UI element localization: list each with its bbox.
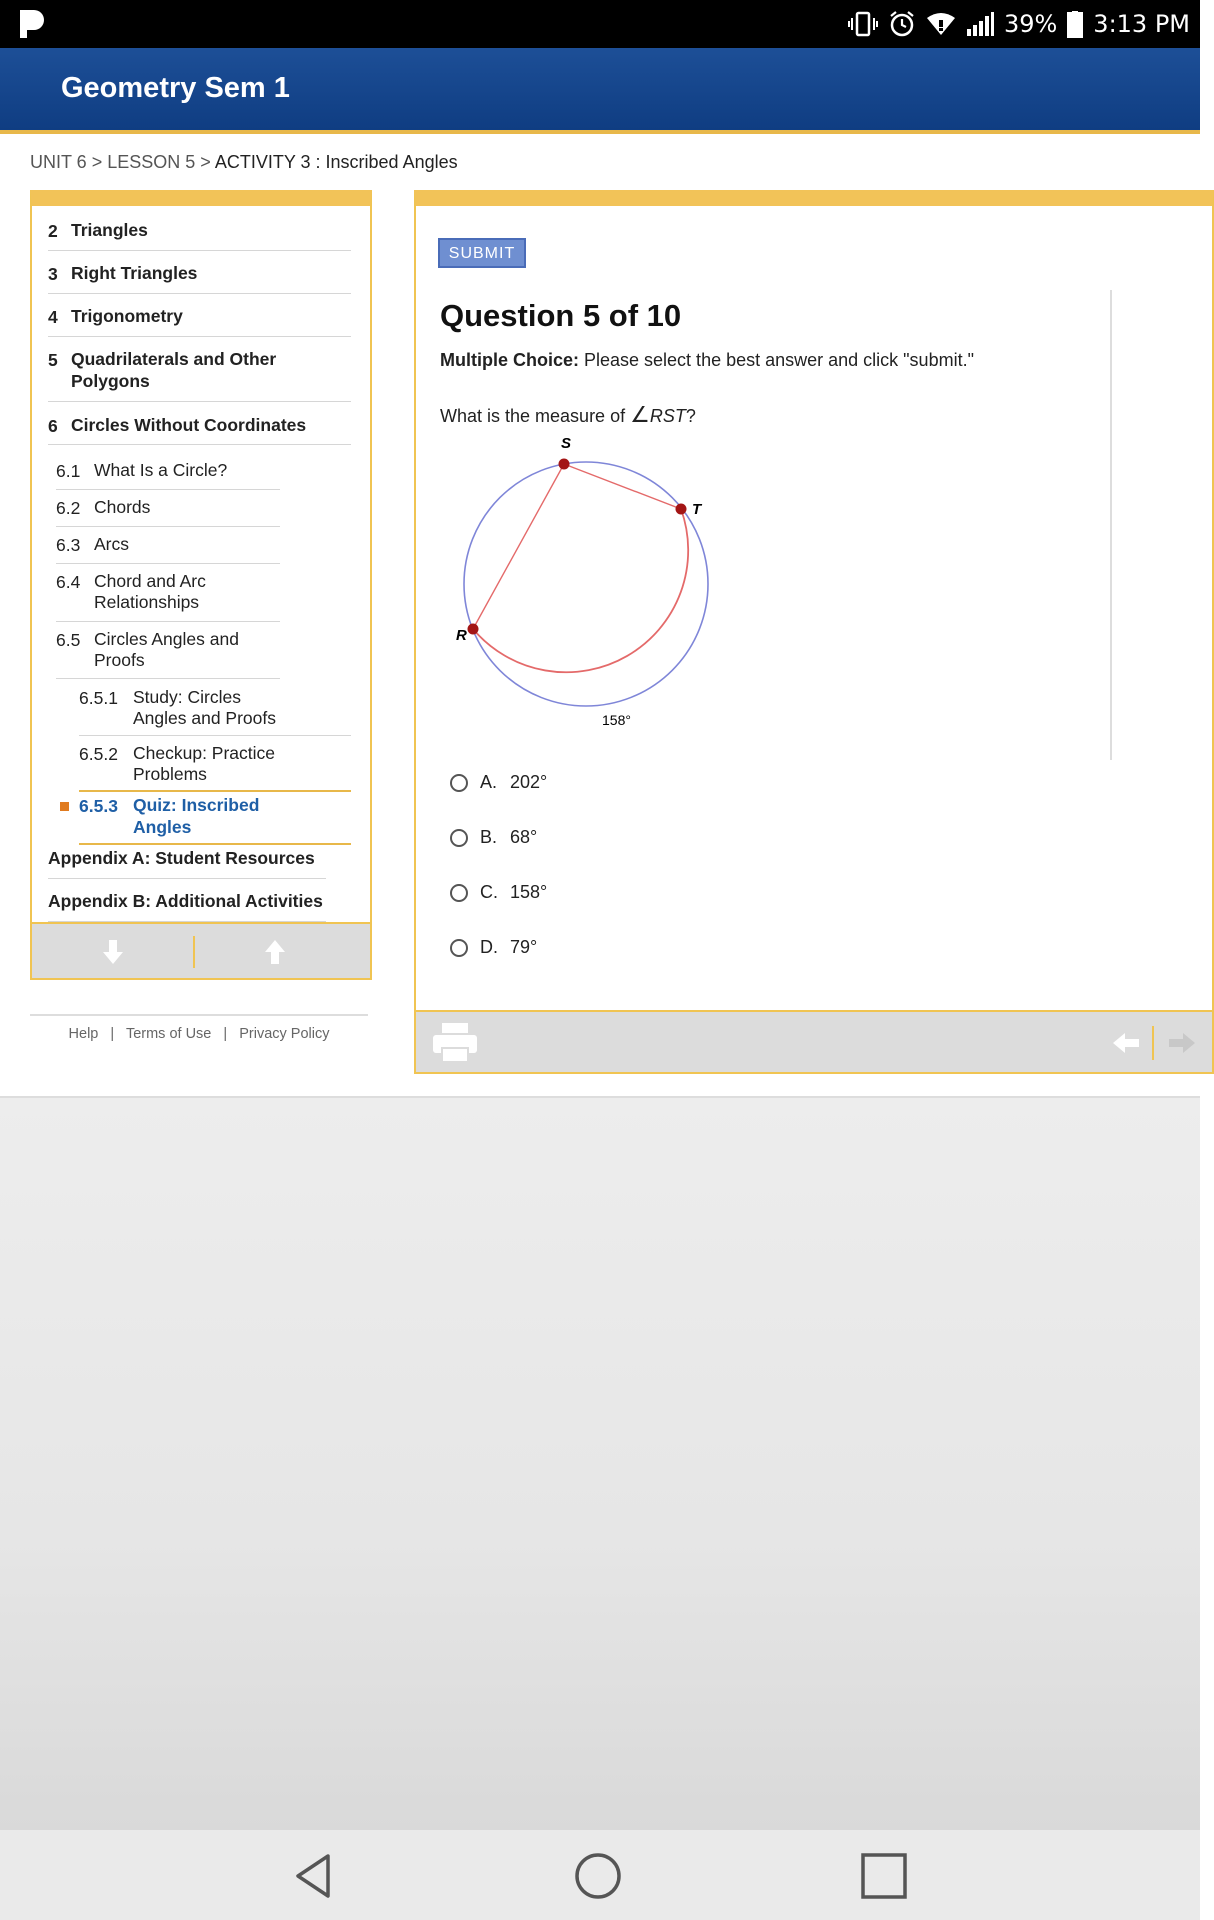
divider — [1152, 1026, 1154, 1060]
toc-item-label: Polygons — [71, 371, 150, 391]
instruction-type: Multiple Choice: — [440, 350, 579, 370]
answer-option-d[interactable] — [450, 937, 537, 958]
inscribed-angle-diagram — [436, 435, 736, 746]
terms-of-use-link[interactable]: Terms of Use — [125, 1026, 212, 1042]
toc-item-label: Study: Circles — [133, 687, 241, 707]
option-letter: B. — [480, 827, 498, 847]
prompt-end: ? — [685, 406, 696, 426]
radio-button[interactable] — [450, 939, 468, 957]
printer-icon[interactable] — [432, 1022, 478, 1064]
breadcrumb-unit[interactable]: UNIT 6 — [30, 152, 87, 172]
divider — [193, 936, 195, 968]
breadcrumb-lesson[interactable]: LESSON 5 — [107, 152, 196, 172]
table-of-contents: 2 Triangles 3 Right Triangles 4 Trigonometry 5 Quadrilaterals and Other Polygons 6 Circles Without Coordinates 6.1 What Is a Circle? 6.2 Chords 6.3 Arcs 6.4 Chord and Arc Relationships 6.5 Circles Angles and Proofs 6.5.1 Study: Circles Angles and Proofs 6.5.2 Checkup: Practice Problems 6.5.3 Quiz: Inscribed Angles Appendix A: Student Resources Appendix B: Additional Activities — [30, 190, 372, 980]
label-r: R — [456, 627, 467, 644]
toc-item-label: Circles Without Coordinates — [71, 415, 307, 435]
chord-st — [564, 464, 681, 509]
question-prompt — [440, 402, 696, 428]
divider — [48, 444, 351, 445]
toc-item-label: Right Triangles — [71, 263, 198, 283]
privacy-policy-link[interactable]: Privacy Policy — [239, 1026, 330, 1042]
toc-item-label: Appendix B: Additional Activities — [48, 891, 323, 911]
answer-option-c[interactable] — [450, 882, 547, 903]
battery-icon — [1067, 10, 1083, 38]
toc-item-label: Quiz: Inscribed — [133, 795, 260, 815]
answer-option-b[interactable] — [450, 827, 537, 848]
help-link[interactable]: Help — [68, 1026, 99, 1042]
radio-button[interactable] — [450, 829, 468, 847]
toc-item-label: Problems — [133, 764, 207, 784]
toc-item-label: Quadrilaterals and Other — [71, 349, 277, 369]
divider — [1110, 290, 1112, 760]
link-separator: | — [223, 1026, 228, 1042]
intercepted-arc — [473, 509, 688, 672]
divider — [48, 336, 351, 337]
arc-measure-label: 158° — [602, 712, 631, 728]
toc-item-label: Proofs — [94, 650, 145, 670]
signal-icon — [966, 11, 994, 37]
angle-symbol: ∠ — [630, 402, 650, 427]
home-icon[interactable] — [574, 1852, 622, 1900]
clock-time: 3:13 PM — [1093, 10, 1190, 38]
label-t: T — [692, 501, 702, 518]
next-arrow-icon[interactable] — [1168, 1032, 1196, 1054]
toc-item-label: Angles and Proofs — [133, 708, 277, 728]
answer-option-a[interactable] — [450, 772, 547, 793]
submit-button[interactable]: SUBMIT — [438, 238, 526, 268]
point-s — [559, 459, 570, 470]
divider — [48, 878, 326, 879]
question-title: Question 5 of 10 — [440, 298, 682, 333]
divider — [56, 489, 280, 490]
divider — [79, 843, 351, 845]
toc-item-label: Angles — [133, 817, 192, 837]
toc-item-label: Arcs — [94, 534, 129, 554]
previous-arrow-icon[interactable] — [1112, 1032, 1140, 1054]
option-letter: A. — [480, 772, 498, 792]
status-bar — [0, 0, 1200, 48]
breadcrumb-separator: > — [200, 152, 211, 172]
divider — [56, 678, 280, 679]
option-letter: D. — [480, 937, 498, 957]
divider — [79, 790, 351, 792]
divider — [79, 735, 351, 736]
prompt-text: What is the measure of — [440, 406, 631, 426]
link-separator: | — [110, 1026, 115, 1042]
toc-item-label: Circles Angles and — [94, 629, 239, 649]
option-value: 68° — [510, 827, 538, 847]
vibrate-icon — [848, 10, 878, 38]
toc-item-label: What Is a Circle? — [94, 460, 228, 480]
arrow-down-icon[interactable] — [102, 938, 124, 966]
radio-button[interactable] — [450, 884, 468, 902]
divider — [56, 526, 280, 527]
label-s: S — [561, 435, 572, 452]
alarm-icon — [888, 10, 916, 38]
toc-item-label: Appendix A: Student Resources — [48, 848, 315, 868]
divider — [48, 250, 351, 251]
option-value: 202° — [510, 772, 548, 792]
question-toolbar — [416, 1010, 1212, 1072]
breadcrumb — [30, 152, 458, 173]
pearson-logo-icon — [18, 8, 48, 40]
chord-sr — [473, 464, 564, 629]
toc-item-label: Chords — [94, 497, 151, 517]
divider — [48, 293, 351, 294]
active-marker-icon — [60, 802, 69, 811]
toc-item-label: Triangles — [71, 220, 148, 240]
divider — [56, 563, 280, 564]
question-panel — [414, 190, 1214, 1074]
breadcrumb-current: ACTIVITY 3 : Inscribed Angles — [214, 152, 458, 172]
toc-item-label: Checkup: Practice — [133, 743, 276, 763]
option-letter: C. — [480, 882, 498, 902]
page-background — [0, 1096, 1200, 1830]
arrow-up-icon[interactable] — [264, 938, 286, 966]
system-navigation-bar — [0, 1830, 1200, 1920]
toc-item-label: Chord and Arc — [94, 571, 206, 591]
question-instructions — [440, 350, 974, 371]
toc-item-label: Relationships — [94, 592, 200, 612]
app-header — [0, 48, 1200, 134]
recents-icon[interactable] — [860, 1852, 908, 1900]
option-value: 79° — [510, 937, 538, 957]
footer-links — [30, 1014, 368, 1042]
back-icon[interactable] — [290, 1852, 338, 1900]
divider — [56, 621, 280, 622]
angle-name: RST — [649, 406, 686, 426]
radio-button[interactable] — [450, 774, 468, 792]
toc-navigation-bar — [32, 922, 370, 978]
breadcrumb-separator: > — [91, 152, 103, 172]
point-r — [468, 624, 479, 635]
option-value: 158° — [510, 882, 548, 902]
toc-item-label: Trigonometry — [71, 306, 183, 326]
divider — [48, 401, 351, 402]
point-t — [676, 504, 687, 515]
wifi-icon — [926, 11, 956, 37]
battery-percent: 39% — [1003, 10, 1058, 38]
course-title: Geometry Sem 1 — [61, 72, 290, 104]
circle — [464, 462, 708, 706]
instruction-text: Please select the best answer and click "submit." — [579, 350, 974, 370]
